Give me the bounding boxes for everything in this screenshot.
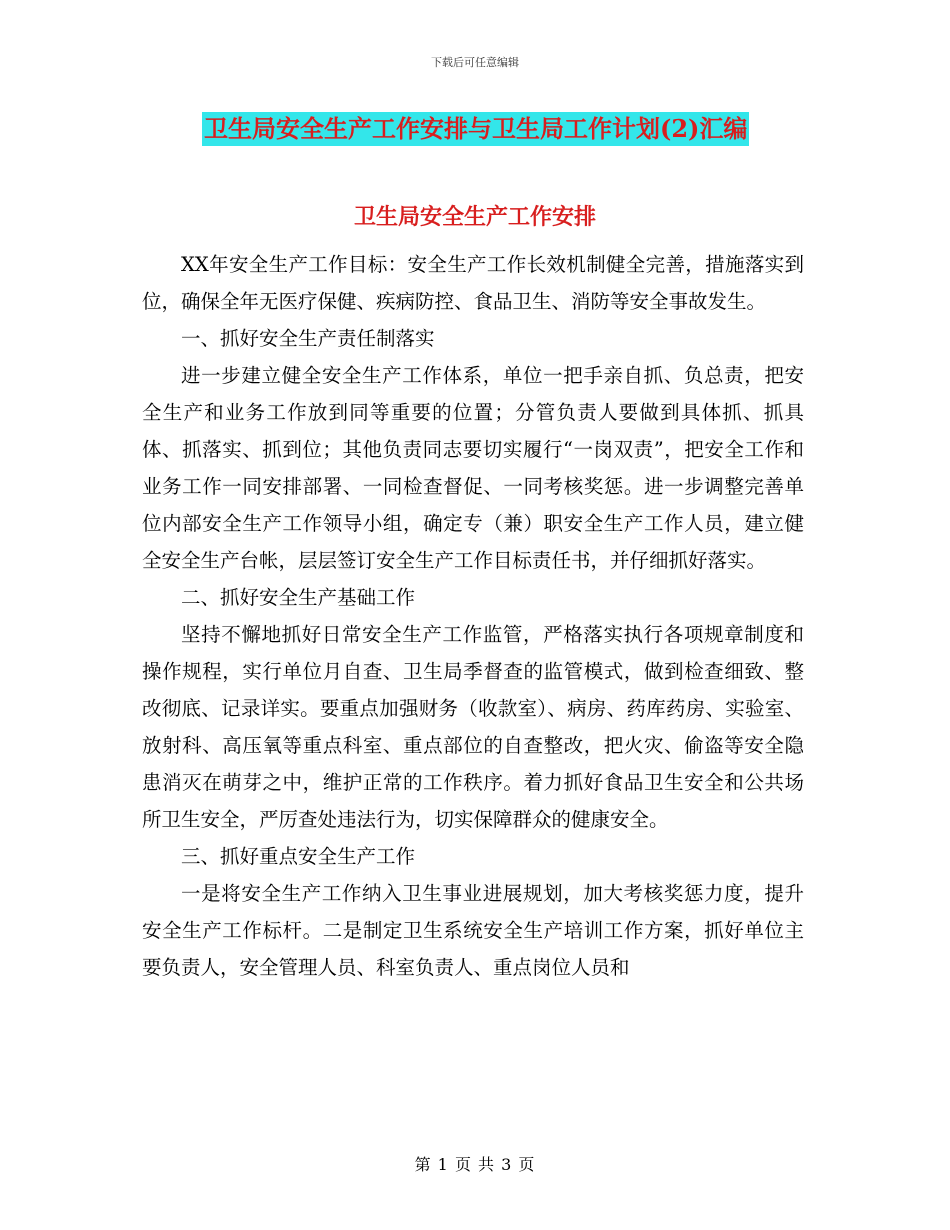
document-title-container <box>202 112 749 146</box>
heading-responsibility: 一、抓好安全生产责任制落实 <box>181 327 435 350</box>
paragraph-basic-work: 坚持不懈地抓好日常安全生产工作监管，严格落实执行各项规章制度和操作规程，实行单位月自查、卫生局季督查的监管模式，做到检查细致、整改彻底、记录详实。要重点加强财务（收款室）、病房、药库药房、实验室、放射科、高压氧等重点科室、重点部位的自查整改，把火灾、偷盗等安全隐患消灭在萌芽之中，维护正常的工作秩序。着力抓好食品卫生安全和公共场所卫生安全，严厉查处违法行为，切实保障群众的健康安全。 <box>142 623 804 831</box>
document-body <box>142 246 804 986</box>
document-title: 卫生局安全生产工作安排与卫生局工作计划(2)汇编 <box>202 112 749 146</box>
header-note: 下载后可任意编辑 <box>431 56 519 69</box>
heading-basic-work: 二、抓好安全生产基础工作 <box>181 586 416 609</box>
paragraph-responsibility: 进一步建立健全安全生产工作体系，单位一把手亲自抓、负总责，把安全生产和业务工作放到同等重要的位置；分管负责人要做到具体抓、抓具体、抓落实、抓到位；其他负责同志要切实履行“一岗双责”，把安全工作和业务工作一同安排部署、一同检查督促、一同考核奖惩。进一步调整完善单位内部安全生产工作领导小组，确定专（兼）职安全生产工作人员，建立健全安全生产台帐，层层签订安全生产工作目标责任书，并仔细抓好落实。 <box>142 364 804 572</box>
heading-key-work: 三、抓好重点安全生产工作 <box>181 845 416 868</box>
section-title: 卫生局安全生产工作安排 <box>353 204 596 230</box>
paragraph-key-work: 一是将安全生产工作纳入卫生事业进展规划，加大考核奖惩力度，提升安全生产工作标杆。二是制定卫生系统安全生产培训工作方案，抓好单位主要负责人，安全管理人员、科室负责人、重点岗位人员和 <box>142 882 804 979</box>
page-number: 第 1 页 共 3 页 <box>414 1155 536 1174</box>
paragraph-goal: XX年安全生产工作目标：安全生产工作长效机制健全完善，措施落实到位，确保全年无医疗保健、疾病防控、食品卫生、消防等安全事故发生。 <box>142 253 804 313</box>
